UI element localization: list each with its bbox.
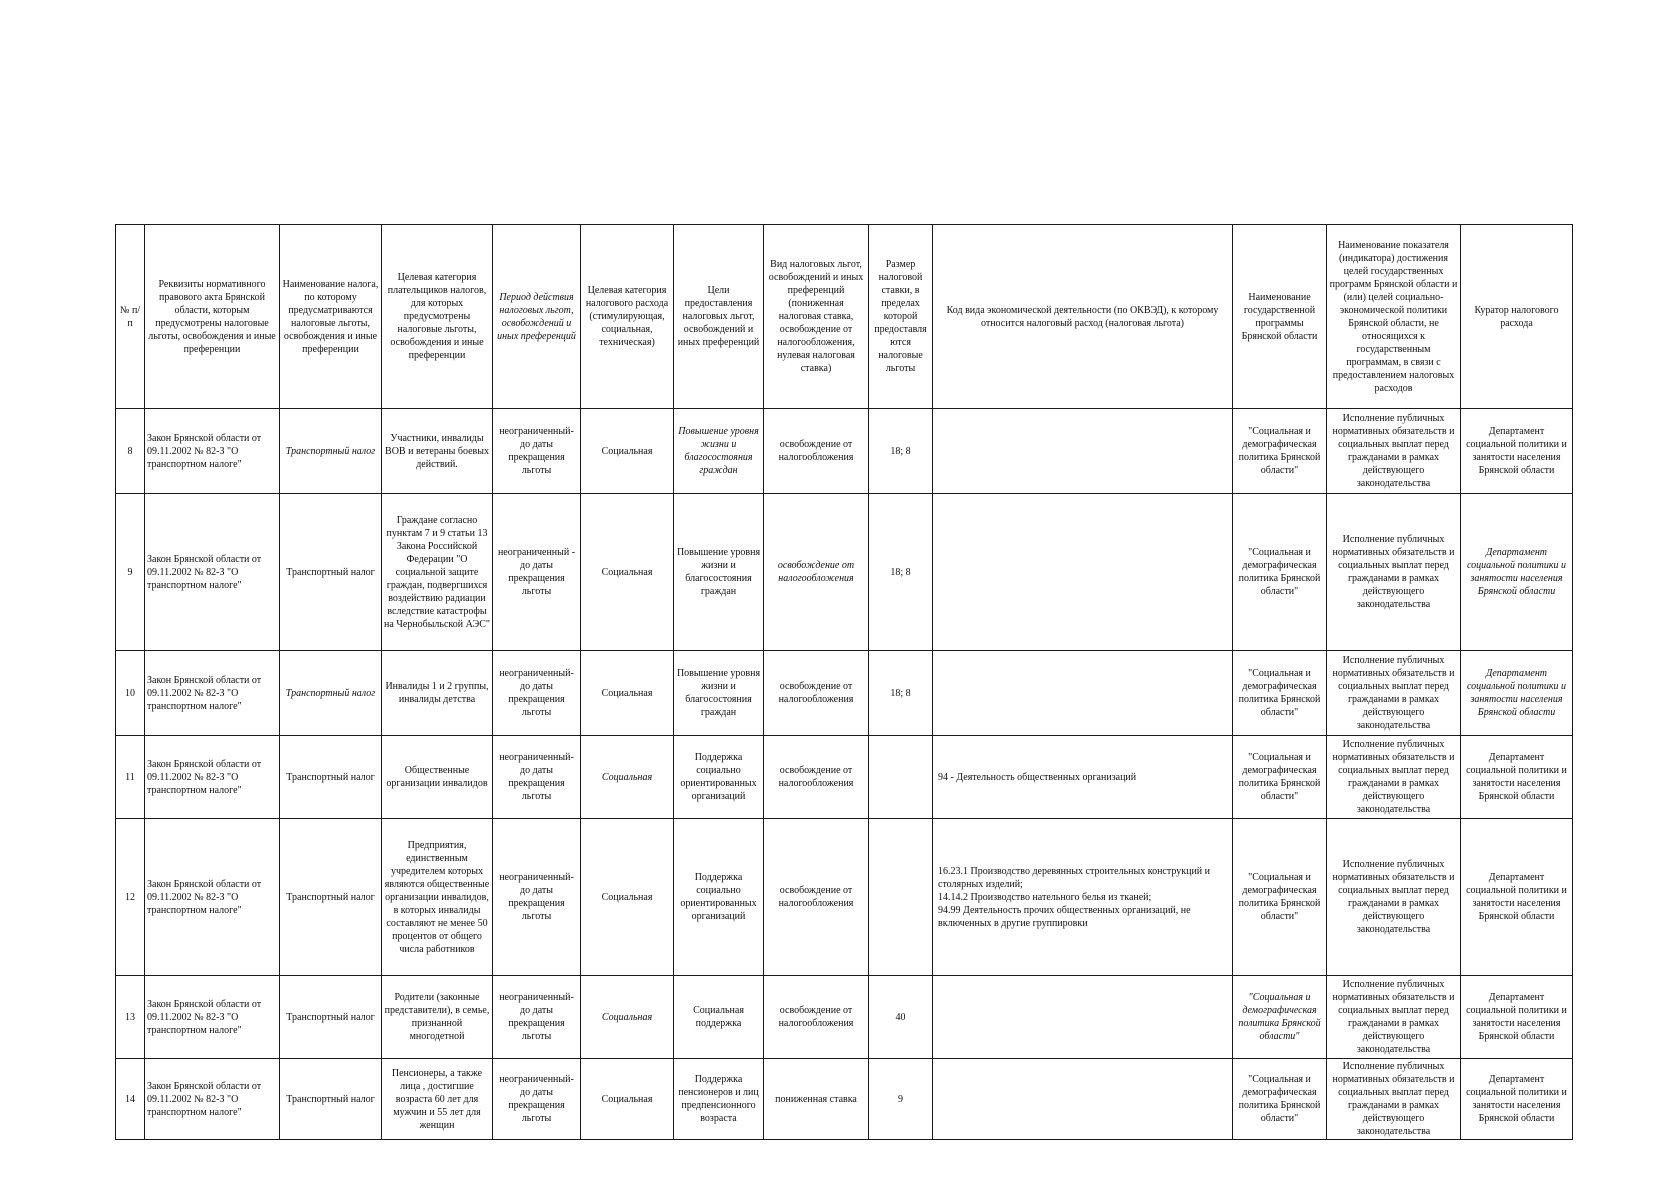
cell-tax: Транспортный налог	[280, 976, 382, 1059]
header-okved: Код вида экономической деятельности (по ОКВЭД), к которому относится налоговый расход (налоговая льгота)	[933, 225, 1233, 409]
cell-act: Закон Брянской области от 09.11.2002 № 82-З "О транспортном налоге"	[145, 409, 280, 494]
header-num: № п/п	[116, 225, 145, 409]
cell-program: "Социальная и демографическая политика Брянской области"	[1233, 409, 1327, 494]
cell-type: освобождение от налогообложения	[764, 819, 869, 976]
cell-goal: Социальная поддержка	[674, 976, 764, 1059]
cell-program: "Социальная и демографическая политика Брянской области"	[1233, 494, 1327, 651]
cell-type: освобождение от налогообложения	[764, 409, 869, 494]
cell-okved	[933, 1059, 1233, 1140]
cell-type: освобождение от налогообложения	[764, 651, 869, 736]
cell-period: неограниченный- до даты прекращения льготы	[493, 409, 581, 494]
cell-period: неограниченный- до даты прекращения льготы	[493, 736, 581, 819]
table-row	[116, 651, 1573, 736]
cell-indicator: Исполнение публичных нормативных обязательств и социальных выплат перед гражданами в рамках действующего законодательства	[1327, 736, 1461, 819]
cell-num: 12	[116, 819, 145, 976]
cell-curator: Департамент социальной политики и занятости населения Брянской области	[1461, 819, 1573, 976]
cell-act: Закон Брянской области от 09.11.2002 № 82-З "О транспортном налоге"	[145, 651, 280, 736]
cell-tax: Транспортный налог	[280, 409, 382, 494]
cell-act: Закон Брянской области от 09.11.2002 № 82-З "О транспортном налоге"	[145, 819, 280, 976]
cell-period: неограниченный- до даты прекращения льготы	[493, 651, 581, 736]
cell-indicator: Исполнение публичных нормативных обязательств и социальных выплат перед гражданами в рамках действующего законодательства	[1327, 409, 1461, 494]
cell-indicator: Исполнение публичных нормативных обязательств и социальных выплат перед гражданами в рамках действующего законодательства	[1327, 494, 1461, 651]
cell-category: Родители (законные представители), в семье, признанной многодетной	[382, 976, 493, 1059]
cell-rate: 18; 8	[869, 409, 933, 494]
cell-indicator: Исполнение публичных нормативных обязательств и социальных выплат перед гражданами в рамках действующего законодательства	[1327, 819, 1461, 976]
cell-type: освобождение от налогообложения	[764, 976, 869, 1059]
cell-num: 11	[116, 736, 145, 819]
cell-curator: Департамент социальной политики и занятости населения Брянской области	[1461, 409, 1573, 494]
cell-kind-category: Социальная	[581, 819, 674, 976]
cell-kind-category: Социальная	[581, 976, 674, 1059]
cell-tax: Транспортный налог	[280, 494, 382, 651]
header-period: Период действия налоговых льгот, освобождений и иных преференций	[493, 225, 581, 409]
cell-program: "Социальная и демографическая политика Брянской области"	[1233, 976, 1327, 1059]
cell-type: освобождение от налогообложения	[764, 736, 869, 819]
cell-program: "Социальная и демографическая политика Брянской области"	[1233, 819, 1327, 976]
cell-goal: Повышение уровня жизни и благосостояния граждан	[674, 409, 764, 494]
cell-kind-category: Социальная	[581, 409, 674, 494]
header-type: Вид налоговых льгот, освобождений и иных преференций (пониженная налоговая ставка, освобождение от налогообложения, нулевая налоговая ставка)	[764, 225, 869, 409]
cell-period: неограниченный- до даты прекращения льготы	[493, 819, 581, 976]
table-header-row	[116, 225, 1573, 409]
cell-goal: Поддержка социально ориентированных организаций	[674, 819, 764, 976]
cell-kind-category: Социальная	[581, 1059, 674, 1140]
cell-tax: Транспортный налог	[280, 651, 382, 736]
table-row	[116, 976, 1573, 1059]
cell-curator: Департамент социальной политики и занятости населения Брянской области	[1461, 494, 1573, 651]
cell-curator: Департамент социальной политики и занятости населения Брянской области	[1461, 1059, 1573, 1140]
table-row	[116, 1059, 1573, 1140]
cell-rate: 18; 8	[869, 494, 933, 651]
cell-category: Пенсионеры, а также лица , достигшие возраста 60 лет для мужчин и 55 лет для женщин	[382, 1059, 493, 1140]
cell-indicator: Исполнение публичных нормативных обязательств и социальных выплат перед гражданами в рамках действующего законодательства	[1327, 651, 1461, 736]
header-tax: Наименование налога, по которому предусматриваются налоговые льготы, освобождения и иные преференции	[280, 225, 382, 409]
cell-okved	[933, 409, 1233, 494]
cell-num: 13	[116, 976, 145, 1059]
cell-act: Закон Брянской области от 09.11.2002 № 82-З "О транспортном налоге"	[145, 1059, 280, 1140]
header-category: Целевая категория плательщиков налогов, для которых предусмотрены налоговые льготы, освобождения и иные преференции	[382, 225, 493, 409]
cell-okved	[933, 651, 1233, 736]
cell-rate	[869, 736, 933, 819]
cell-program: "Социальная и демографическая политика Брянской области"	[1233, 1059, 1327, 1140]
cell-num: 8	[116, 409, 145, 494]
table-row	[116, 819, 1573, 976]
cell-tax: Транспортный налог	[280, 1059, 382, 1140]
cell-period: неограниченный - до даты прекращения льготы	[493, 494, 581, 651]
cell-goal: Повышение уровня жизни и благосостояния граждан	[674, 651, 764, 736]
cell-category: Граждане согласно пунктам 7 и 9 статьи 13 Закона Российской Федерации "О социальной защите граждан, подвергшихся воздействию радиации вследствие катастрофы на Чернобыльской АЭС"	[382, 494, 493, 651]
header-curator: Куратор налогового расхода	[1461, 225, 1573, 409]
cell-num: 9	[116, 494, 145, 651]
cell-tax: Транспортный налог	[280, 819, 382, 976]
header-indicator: Наименование показателя (индикатора) достижения целей государственных программ Брянской области и (или) целей социально-экономической политики Брянской области, не относящихся к государственным программам, в связи с предоставлением налоговых расходов	[1327, 225, 1461, 409]
table-row	[116, 736, 1573, 819]
cell-act: Закон Брянской области от 09.11.2002 № 82-З "О транспортном налоге"	[145, 736, 280, 819]
cell-act: Закон Брянской области от 09.11.2002 № 82-З "О транспортном налоге"	[145, 494, 280, 651]
cell-act: Закон Брянской области от 09.11.2002 № 82-З "О транспортном налоге"	[145, 976, 280, 1059]
table-row	[116, 494, 1573, 651]
cell-period: неограниченный- до даты прекращения льготы	[493, 1059, 581, 1140]
cell-curator: Департамент социальной политики и занятости населения Брянской области	[1461, 736, 1573, 819]
cell-kind-category: Социальная	[581, 736, 674, 819]
cell-num: 10	[116, 651, 145, 736]
cell-category: Инвалиды 1 и 2 группы, инвалиды детства	[382, 651, 493, 736]
cell-goal: Повышение уровня жизни и благосостояния граждан	[674, 494, 764, 651]
cell-okved	[933, 494, 1233, 651]
cell-curator: Департамент социальной политики и занятости населения Брянской области	[1461, 976, 1573, 1059]
cell-num: 14	[116, 1059, 145, 1140]
header-program: Наименование государственной программы Брянской области	[1233, 225, 1327, 409]
cell-category: Предприятия, единственным учредителем которых являются общественные организации инвалидов, в которых инвалиды составляют не менее 50 процентов от общего числа работников	[382, 819, 493, 976]
cell-goal: Поддержка социально ориентированных организаций	[674, 736, 764, 819]
cell-indicator: Исполнение публичных нормативных обязательств и социальных выплат перед гражданами в рамках действующего законодательства	[1327, 1059, 1461, 1140]
cell-goal: Поддержка пенсионеров и лиц предпенсионного возраста	[674, 1059, 764, 1140]
header-goal: Цели предоставления налоговых льгот, освобождений и иных преференций	[674, 225, 764, 409]
cell-period: неограниченный- до даты прекращения льготы	[493, 976, 581, 1059]
cell-type: освобождение от налогообложения	[764, 494, 869, 651]
cell-kind-category: Социальная	[581, 651, 674, 736]
cell-okved: 16.23.1 Производство деревянных строительных конструкций и столярных изделий; 14.14.2 Производство нательного белья из тканей; 94.99 Деятельность прочих общественных организаций, не включенных в другие группировки	[933, 819, 1233, 976]
header-kind-category: Целевая категория налогового расхода (стимулирующая, социальная, техническая)	[581, 225, 674, 409]
cell-indicator: Исполнение публичных нормативных обязательств и социальных выплат перед гражданами в рамках действующего законодательства	[1327, 976, 1461, 1059]
cell-type: пониженная ставка	[764, 1059, 869, 1140]
cell-okved	[933, 976, 1233, 1059]
cell-category: Общественные организации инвалидов	[382, 736, 493, 819]
cell-program: "Социальная и демографическая политика Брянской области"	[1233, 651, 1327, 736]
table-row	[116, 409, 1573, 494]
cell-category: Участники, инвалиды ВОВ и ветераны боевых действий.	[382, 409, 493, 494]
cell-rate: 18; 8	[869, 651, 933, 736]
header-act: Реквизиты нормативного правового акта Брянской области, которым предусмотрены налоговые льготы, освобождения и иные преференции	[145, 225, 280, 409]
cell-program: "Социальная и демографическая политика Брянской области"	[1233, 736, 1327, 819]
cell-tax: Транспортный налог	[280, 736, 382, 819]
cell-okved: 94 - Деятельность общественных организаций	[933, 736, 1233, 819]
cell-rate	[869, 819, 933, 976]
tax-expenditure-table	[115, 224, 1573, 1140]
header-rate: Размер налоговой ставки, в пределах которой предоставляются налоговые льготы	[869, 225, 933, 409]
cell-kind-category: Социальная	[581, 494, 674, 651]
cell-rate: 9	[869, 1059, 933, 1140]
cell-curator: Департамент социальной политики и занятости населения Брянской области	[1461, 651, 1573, 736]
cell-rate: 40	[869, 976, 933, 1059]
